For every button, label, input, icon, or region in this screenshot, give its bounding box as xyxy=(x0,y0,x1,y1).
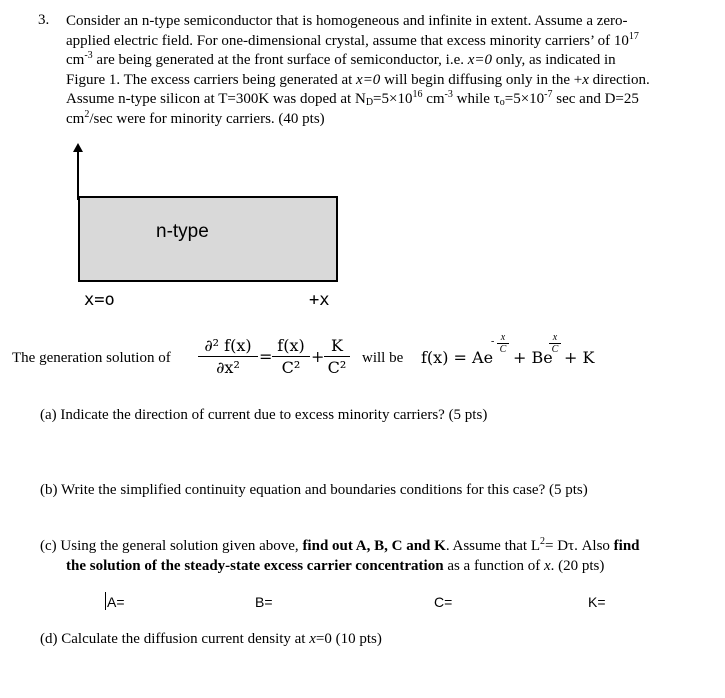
part-d: (d) Calculate the diffusion current density at x=0 (10 pts) xyxy=(40,631,382,647)
solution-middle: + Be xyxy=(513,348,553,367)
plus-x-label: +x xyxy=(309,290,330,310)
part-c: (c) Using the general solution given above, find out A, B, C and K. Assume that $L^2= D\tau$. Also find the solution of the steady-state excess carrier concentration as a function of x. (20 pts) xyxy=(40,536,640,574)
block-label: n-type xyxy=(156,221,209,242)
answer-b[interactable]: B= xyxy=(255,594,273,610)
part-a: (a) Indicate the direction of current due to excess minority carriers? (5 pts) xyxy=(40,407,488,423)
part-b: (b) Write the simplified continuity equation and boundaries conditions for this case? (5 pts) xyxy=(40,482,588,498)
answer-k[interactable]: K= xyxy=(588,594,606,610)
answer-c[interactable]: C= xyxy=(434,594,453,610)
question-number: 3. xyxy=(38,12,50,28)
text-cursor xyxy=(105,592,106,610)
general-solution: f(x) = Ae xyxy=(421,348,494,367)
solution-end: + K xyxy=(564,348,595,367)
lhs-fraction: ∂² f(x) ∂x² xyxy=(198,336,258,377)
vertical-axis xyxy=(77,150,79,200)
exponent-negative: x C xyxy=(497,332,509,355)
term2-fraction: K C² xyxy=(324,336,350,377)
exponent-positive: x C xyxy=(549,332,561,355)
answer-a[interactable]: A= xyxy=(107,594,125,610)
will-be-text: will be xyxy=(362,350,404,366)
generation-prefix: The generation solution of xyxy=(12,350,171,366)
origin-label: x=o xyxy=(84,290,115,310)
question-text: Consider an n-type semiconductor that is homogeneous and infinite in extent. Assume a zero- applied electric field. For one-dimensional crystal, assume that excess minority carriers’ of $10^{17}$ $cm^{-3}$ are being generated at the front surface of semiconductor, i.e. x=0 only, as indicated in Figure 1. The excess carriers being generated at x=0 will begin diffusing only in the +x direction. Assume n-type silicon at T=300K was doped at $N_D=5\times 10^{16}$ $cm^{-3}$ while $\tau_o=5\times 10^{-7}$ sec and D=25 $cm^2/\sec$ were for minority carriers. (40 pts) xyxy=(66,13,650,127)
term1-fraction: f(x) C² xyxy=(272,336,310,377)
